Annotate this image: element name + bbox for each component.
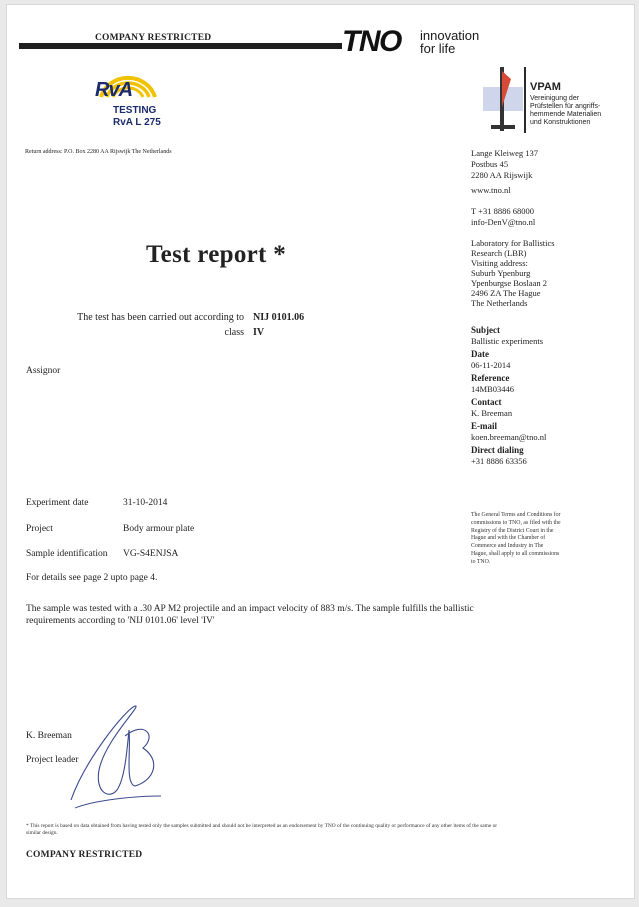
tno-address bbox=[471, 148, 538, 181]
terms-line: Registry of the District Court in the bbox=[471, 527, 554, 534]
vpam-logo bbox=[483, 67, 523, 133]
return-address: Return address: P.O. Box 2280 AA Rijswijk The Netherlands bbox=[25, 149, 172, 155]
subject-value: Ballistic experiments bbox=[471, 335, 543, 346]
summary-line-2: requirements according to 'NIJ 0101.06' level 'IV' bbox=[26, 616, 215, 626]
signatory-role: Project leader bbox=[26, 755, 79, 765]
handwritten-signature bbox=[65, 700, 165, 812]
address-line: Lange Kleiweg 137 bbox=[471, 148, 539, 158]
rva-testing-text: TESTING bbox=[113, 105, 157, 116]
terms-line: commissions to TNO, as filed with the bbox=[471, 519, 561, 526]
vpam-divider bbox=[524, 67, 526, 133]
class-value: IV bbox=[253, 327, 265, 338]
reference-label: Reference bbox=[471, 373, 510, 383]
experiment-date-label: Experiment date bbox=[26, 498, 89, 508]
standard-value: NIJ 0101.06 bbox=[253, 312, 305, 323]
rva-number: RvA L 275 bbox=[113, 117, 161, 128]
vpam-title: VPAM bbox=[530, 81, 561, 93]
footnote-line: similar design. bbox=[26, 830, 58, 836]
terms-line: Commerce and Industry in The bbox=[471, 543, 544, 550]
lab-address bbox=[471, 238, 555, 308]
project-value: Body armour plate bbox=[123, 524, 195, 534]
date-value: 06-11-2014 bbox=[471, 359, 511, 370]
email-label: E-mail bbox=[471, 421, 497, 431]
tno-email: info-DenV@tno.nl bbox=[471, 217, 536, 227]
date-label: Date bbox=[471, 349, 489, 359]
direct-dialing-label: Direct dialing bbox=[471, 445, 524, 455]
footnote-line: * This report is based on data obtained from having tested only the samples submitted and should not be interpreted as an endorsement by TNO of the continuing quality or performance of any other items of the same or bbox=[26, 823, 498, 829]
lab-line: Laboratory for Ballistics bbox=[471, 238, 555, 248]
report-title: Test report * bbox=[146, 241, 286, 268]
vpam-projectile-icon bbox=[483, 67, 523, 133]
sample-id-label: Sample identification bbox=[26, 549, 108, 559]
tno-tagline-1: innovation bbox=[420, 28, 480, 43]
vpam-line: hemmende Materialien bbox=[530, 111, 602, 118]
tno-tagline-2: for life bbox=[420, 41, 456, 56]
rva-letters: RvA bbox=[95, 79, 133, 101]
tno-logo: TNO bbox=[342, 25, 401, 58]
subject-label: Subject bbox=[471, 325, 500, 335]
direct-dialing-value: +31 8886 63356 bbox=[471, 455, 527, 466]
contact-value: K. Breeman bbox=[471, 407, 513, 418]
tno-phone: T +31 8886 68000 bbox=[471, 206, 534, 216]
terms-line: to TNO. bbox=[471, 558, 491, 565]
report-info bbox=[471, 325, 546, 466]
footnote bbox=[26, 823, 497, 837]
lab-line: Ypenburgse Boslaan 2 bbox=[471, 278, 548, 288]
class-label: class bbox=[224, 327, 244, 338]
vpam-line: Prüfstellen für angriffs- bbox=[530, 103, 601, 110]
company-restricted-bottom: COMPANY RESTRICTED bbox=[26, 850, 143, 860]
general-terms bbox=[471, 512, 561, 567]
vpam-subtitle bbox=[530, 95, 601, 127]
tno-website: www.tno.nl bbox=[471, 185, 511, 195]
lab-line: Visiting address: bbox=[471, 258, 528, 268]
signatory-name: K. Breeman bbox=[26, 731, 72, 741]
address-line: 2280 AA Rijswijk bbox=[471, 170, 533, 180]
lab-line: 2496 ZA The Hague bbox=[471, 288, 541, 298]
rva-testing-logo bbox=[93, 67, 173, 137]
terms-line: Hague, shall apply to all commissions bbox=[471, 550, 560, 557]
reference-value: 14MB03446 bbox=[471, 383, 514, 394]
sample-id-value: VG-S4ENJSA bbox=[123, 549, 179, 559]
terms-line: The General Terms and Conditions for bbox=[471, 512, 561, 518]
lab-line: Research (LBR) bbox=[471, 248, 527, 258]
header-rule bbox=[19, 43, 342, 49]
lab-line: The Netherlands bbox=[471, 298, 528, 308]
vpam-line: und Konstruktionen bbox=[530, 119, 591, 126]
report-page bbox=[6, 4, 635, 899]
vpam-line: Vereinigung der bbox=[530, 95, 580, 102]
company-restricted-top: COMPANY RESTRICTED bbox=[95, 33, 212, 43]
project-label: Project bbox=[26, 524, 53, 534]
address-line: Postbus 45 bbox=[471, 159, 509, 169]
summary-line-1: The sample was tested with a .30 AP M2 projectile and an impact velocity of 883 m/s. The sample fulfills the ballistic bbox=[26, 604, 474, 614]
assignor-label: Assignor bbox=[26, 366, 61, 376]
terms-line: Hague and with the Chamber of bbox=[471, 535, 546, 542]
details-note: For details see page 2 upto page 4. bbox=[26, 573, 158, 583]
lab-line: Suburb Ypenburg bbox=[471, 268, 531, 278]
standard-label: The test has been carried out according to bbox=[77, 312, 244, 323]
email-value: koen.breeman@tno.nl bbox=[471, 431, 547, 442]
experiment-date-value: 31-10-2014 bbox=[123, 498, 168, 508]
contact-label: Contact bbox=[471, 397, 502, 407]
